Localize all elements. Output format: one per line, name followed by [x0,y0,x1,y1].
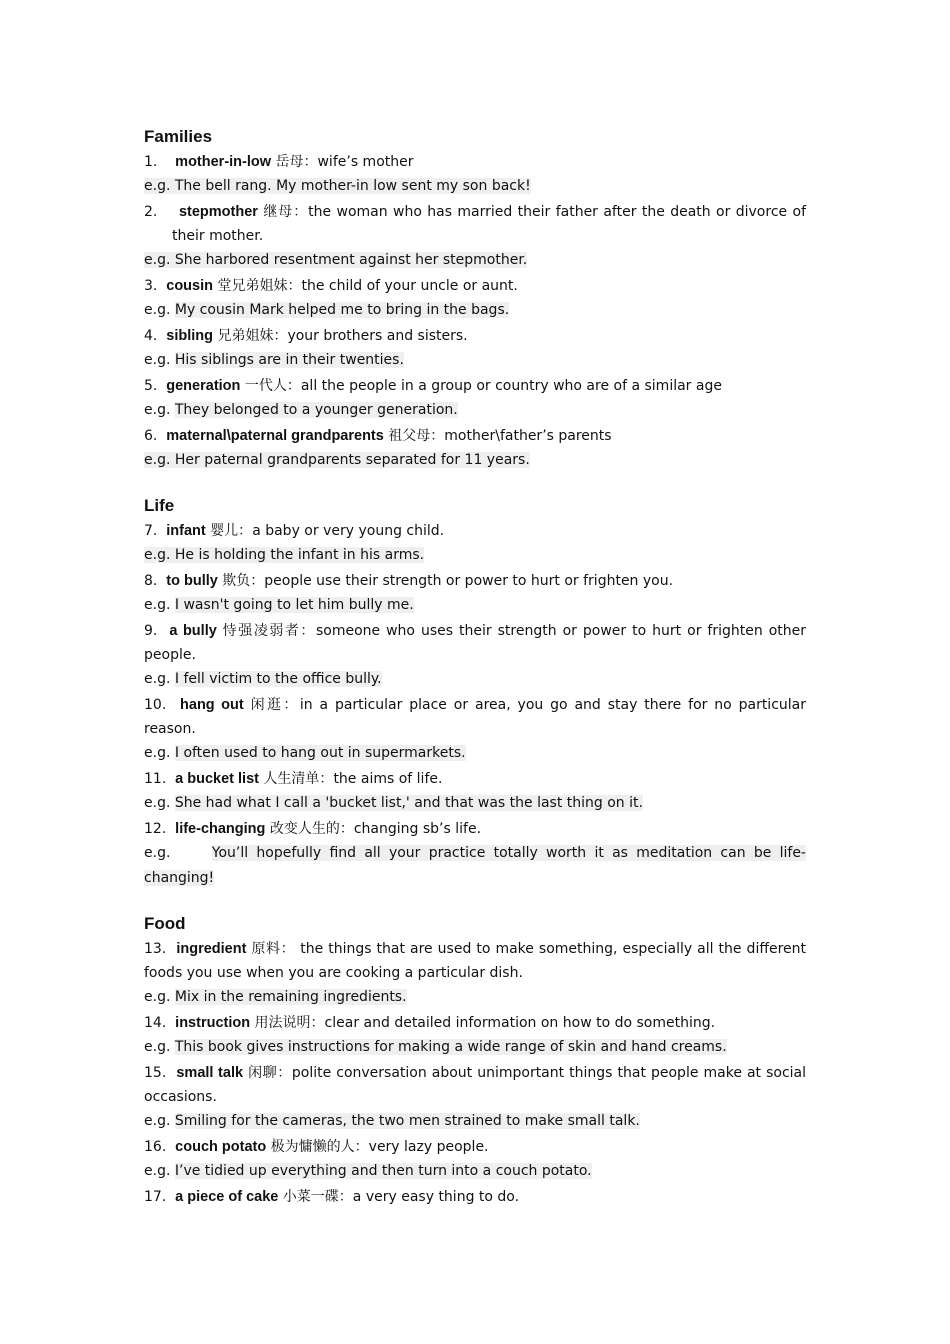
eg-label: e.g. [144,402,171,418]
entry-number: 13. [144,941,167,957]
example-line [144,398,806,423]
vocab-entry [144,569,806,618]
entry-number: 11. [144,771,167,787]
term: maternal\paternal grandparents [166,428,384,444]
chinese-gloss: 极为慵懒的人： [270,1139,369,1155]
entry-number: 8. [144,573,158,589]
vocab-entry [144,1135,806,1184]
term: infant [166,523,206,539]
eg-label: e.g. [144,845,171,861]
example-sentence: I’ve tidied up everything and then turn into a couch potato. [174,1163,592,1179]
chinese-gloss: 用法说明： [254,1015,325,1031]
entry-number: 16. [144,1139,167,1155]
definition: changing sb’s life. [353,821,482,837]
example-line [144,667,806,692]
chinese-gloss: 人生清单： [263,771,334,787]
eg-label: e.g. [144,1163,171,1179]
eg-label: e.g. [144,745,171,761]
example-line [144,985,806,1010]
example-line [144,174,806,199]
vocab-entry [144,324,806,373]
entry-number: 14. [144,1015,167,1031]
vocab-entry [144,767,806,816]
term: instruction [175,1015,251,1031]
example-sentence: His siblings are in their twenties. [174,352,404,368]
example-sentence: Smiling for the cameras, the two men strained to make small talk. [174,1113,640,1129]
document-body [144,126,806,1209]
eg-label: e.g. [144,352,171,368]
term-line [144,817,806,841]
term-line [144,1135,806,1159]
eg-label: e.g. [144,597,171,613]
chinese-gloss: 恃强凌弱者： [222,623,316,639]
term-line [144,767,806,791]
example-sentence: She had what I call a 'bucket list,' and that was the last thing on it. [174,795,643,811]
entry-number: 9. [144,623,158,639]
eg-label: e.g. [144,989,171,1005]
example-line [144,298,806,323]
section-families [144,126,806,473]
definition: the child of your uncle or aunt. [301,278,518,294]
chinese-gloss: 堂兄弟姐妹： [217,278,302,294]
entry-number: 5. [144,378,158,394]
definition: people use their strength or power to hurt or frighten you. [264,573,674,589]
definition: very lazy people. [368,1139,489,1155]
example-sentence: You’ll hopefully find all your practice totally worth it as meditation can be life-changing! [144,845,806,886]
example-line [144,248,806,273]
eg-label: e.g. [144,1039,171,1055]
vocab-entry [144,693,806,766]
chinese-gloss: 闲聊： [248,1065,292,1081]
term: ingredient [176,941,247,957]
vocab-entry [144,150,806,199]
entry-number: 6. [144,428,158,444]
example-sentence: Mix in the remaining ingredients. [174,989,407,1005]
term: cousin [166,278,213,294]
term-line [144,424,806,448]
term-line [144,569,806,593]
chinese-gloss: 欺负： [222,573,265,589]
term-line [144,619,806,667]
example-sentence: I often used to hang out in supermarkets. [174,745,466,761]
term-line [144,1061,806,1109]
example-line [144,543,806,568]
term: stepmother [178,204,258,220]
eg-label: e.g. [144,795,171,811]
definition: your brothers and sisters. [287,328,468,344]
example-line [144,741,806,766]
definition: a baby or very young child. [252,523,445,539]
term: sibling [166,328,213,344]
section-food [144,913,806,1209]
term: couch potato [175,1139,267,1155]
definition: a very easy thing to do. [352,1189,520,1205]
term: mother-in-low [175,154,272,170]
example-line [144,1109,806,1134]
term: small talk [176,1065,244,1081]
term: to bully [166,573,218,589]
section-title: Food [144,914,186,933]
example-sentence: I fell victim to the office bully. [174,671,382,687]
eg-label: e.g. [144,178,171,194]
example-sentence: My cousin Mark helped me to bring in the bags. [174,302,510,318]
vocab-entry [144,424,806,473]
definition: the things that are used to make something, especially all the different foods you use when you are cooking a particular dish. [144,941,807,981]
term: life-changing [175,821,266,837]
section-life [144,495,806,891]
example-sentence: This book gives instructions for making a wide range of skin and hand creams. [174,1039,727,1055]
eg-label: e.g. [144,671,171,687]
term-line [144,1011,806,1035]
chinese-gloss: 闲逛： [250,697,300,713]
example-line [144,841,806,891]
eg-label: e.g. [144,452,171,468]
chinese-gloss: 岳母： [275,154,318,170]
definition: mother\father’s parents [444,428,612,444]
term-line [144,374,806,398]
term-line [144,1185,806,1209]
chinese-gloss: 改变人生的： [269,821,354,837]
definition: clear and detailed information on how to do something. [324,1015,716,1031]
chinese-gloss: 兄弟姐妹： [217,328,288,344]
entry-number: 1. [144,154,158,170]
vocab-entry [144,619,806,692]
chinese-gloss: 婴儿： [210,523,253,539]
entry-number: 12. [144,821,167,837]
example-line [144,1035,806,1060]
example-sentence: Her paternal grandparents separated for 11 years. [174,452,530,468]
term-line [144,150,806,174]
vocab-entry [144,1185,806,1209]
vocab-entry [144,1011,806,1060]
example-sentence: He is holding the infant in his arms. [174,547,425,563]
example-line [144,1159,806,1184]
chinese-gloss: 一代人： [244,378,301,394]
eg-label: e.g. [144,302,171,318]
entry-number: 17. [144,1189,167,1205]
definition: polite conversation about unimportant things that people make at social occasions. [144,1065,806,1105]
vocab-entry [144,1061,806,1134]
entry-number: 4. [144,328,158,344]
entry-number: 10. [144,697,167,713]
example-sentence: I wasn't going to let him bully me. [174,597,414,613]
chinese-gloss: 祖父母： [388,428,445,444]
vocab-entry [144,937,806,1010]
entry-number: 7. [144,523,158,539]
term-line [144,274,806,298]
definition: the aims of life. [333,771,443,787]
vocab-entry [144,519,806,568]
entry-number: 15. [144,1065,167,1081]
definition: all the people in a group or country who are of a similar age [300,378,722,394]
term: a bully [169,623,217,639]
term-line [144,200,806,248]
entry-number: 3. [144,278,158,294]
chinese-gloss: 小菜一碟： [282,1189,353,1205]
definition: someone who uses their strength or power to hurt or frighten other people. [144,623,807,663]
term: generation [166,378,241,394]
term: a bucket list [175,771,259,787]
section-title: Life [144,496,175,515]
example-line [144,593,806,618]
term-line [144,693,806,741]
definition: wife’s mother [317,154,414,170]
definition: the woman who has married their father after the death or divorce of their mother. [172,204,807,244]
section-title: Families [144,127,213,146]
vocab-entry [144,200,806,273]
term: a piece of cake [175,1189,279,1205]
eg-label: e.g. [144,252,171,268]
example-line [144,348,806,373]
example-line [144,791,806,816]
eg-label: e.g. [144,1113,171,1129]
term-line [144,937,806,985]
example-sentence: The bell rang. My mother-in low sent my son back! [174,178,531,194]
term-line [144,519,806,543]
chinese-gloss: 原料： [251,941,296,957]
example-line [144,448,806,473]
example-sentence: She harbored resentment against her stepmother. [174,252,528,268]
vocab-entry [144,817,806,891]
term-line [144,324,806,348]
vocab-entry [144,374,806,423]
eg-label: e.g. [144,547,171,563]
chinese-gloss: 继母： [263,204,309,220]
entry-number: 2. [144,204,158,220]
definition: in a particular place or area, you go and stay there for no particular reason. [144,697,806,737]
term: hang out [180,697,244,713]
example-sentence: They belonged to a younger generation. [174,402,458,418]
vocab-entry [144,274,806,323]
